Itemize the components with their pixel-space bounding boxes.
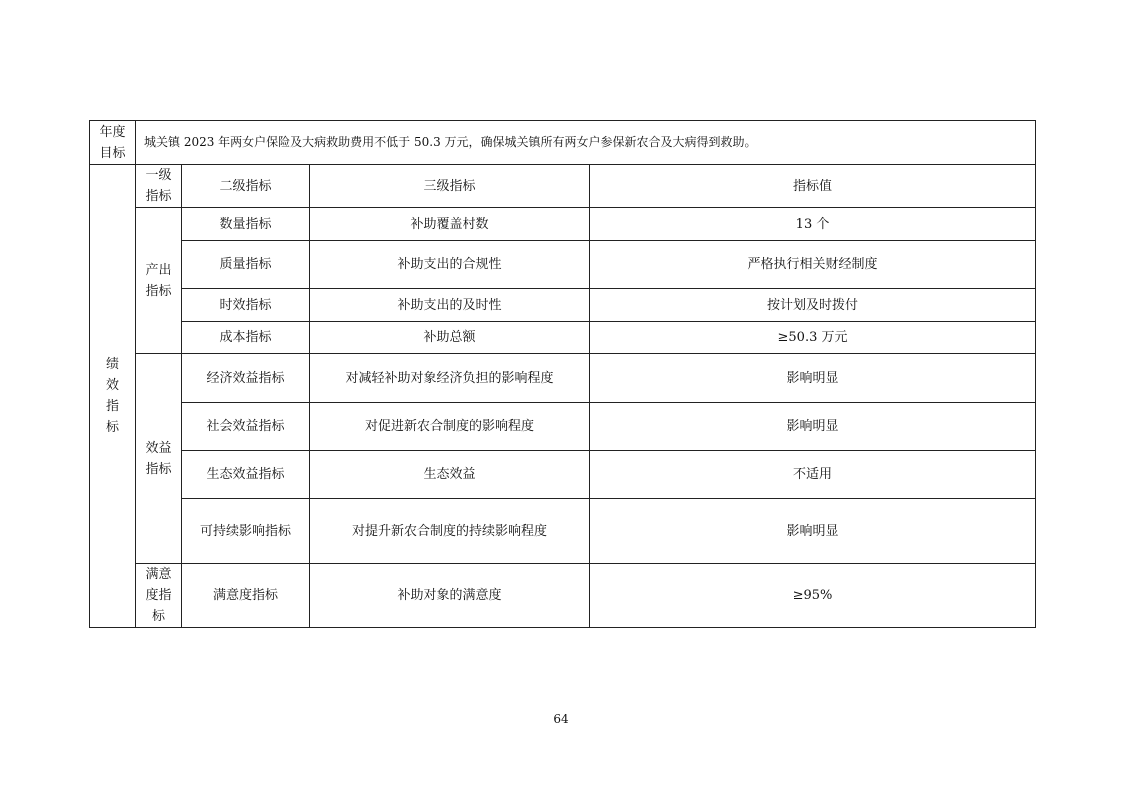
table-row [90,499,1036,564]
table-row [90,451,1036,499]
row-level3: 对减轻补助对象经济负担的影响程度 [310,354,590,403]
row-value: 影响明显 [590,403,1036,451]
row-level3: 补助覆盖村数 [310,208,590,241]
table-row [90,241,1036,289]
goal-row [90,121,1036,165]
group-output: 产出 指标 [136,208,182,354]
row-value: 13 个 [590,208,1036,241]
row-value: ≥95% [590,564,1036,628]
row-value: 不适用 [590,451,1036,499]
row-level2: 满意度指标 [182,564,310,628]
header-level3: 三级指标 [310,165,590,208]
header-level2: 二级指标 [182,165,310,208]
row-level2: 成本指标 [182,322,310,354]
row-level3: 补助对象的满意度 [310,564,590,628]
performance-label: 绩 效 指 标 [90,165,136,628]
table-row [90,289,1036,322]
performance-table [89,120,1036,628]
table-row [90,564,1036,628]
header-row [90,165,1036,208]
page-number: 64 [553,712,569,726]
row-level2: 社会效益指标 [182,403,310,451]
row-level3: 生态效益 [310,451,590,499]
goal-text: 城关镇 2023 年两女户保险及大病救助费用不低于 50.3 万元，确保城关镇所有两女户参保新农合及大病得到救助。 [136,121,1036,165]
row-level2: 经济效益指标 [182,354,310,403]
header-value: 指标值 [590,165,1036,208]
row-value: 按计划及时拨付 [590,289,1036,322]
row-value: 严格执行相关财经制度 [590,241,1036,289]
row-level3: 对提升新农合制度的持续影响程度 [310,499,590,564]
row-level2: 时效指标 [182,289,310,322]
row-level2: 数量指标 [182,208,310,241]
row-value: 影响明显 [590,499,1036,564]
goal-label: 年度 目标 [90,121,136,165]
row-level2: 可持续影响指标 [182,499,310,564]
group-benefit: 效益 指标 [136,354,182,564]
table-row [90,354,1036,403]
table-row [90,403,1036,451]
row-level3: 补助总额 [310,322,590,354]
header-level1: 一级 指标 [136,165,182,208]
group-satisfaction: 满意 度指 标 [136,564,182,628]
row-level2: 生态效益指标 [182,451,310,499]
row-value: 影响明显 [590,354,1036,403]
row-level2: 质量指标 [182,241,310,289]
row-level3: 对促进新农合制度的影响程度 [310,403,590,451]
table-row [90,208,1036,241]
row-level3: 补助支出的及时性 [310,289,590,322]
row-value: ≥50.3 万元 [590,322,1036,354]
table-row [90,322,1036,354]
row-level3: 补助支出的合规性 [310,241,590,289]
